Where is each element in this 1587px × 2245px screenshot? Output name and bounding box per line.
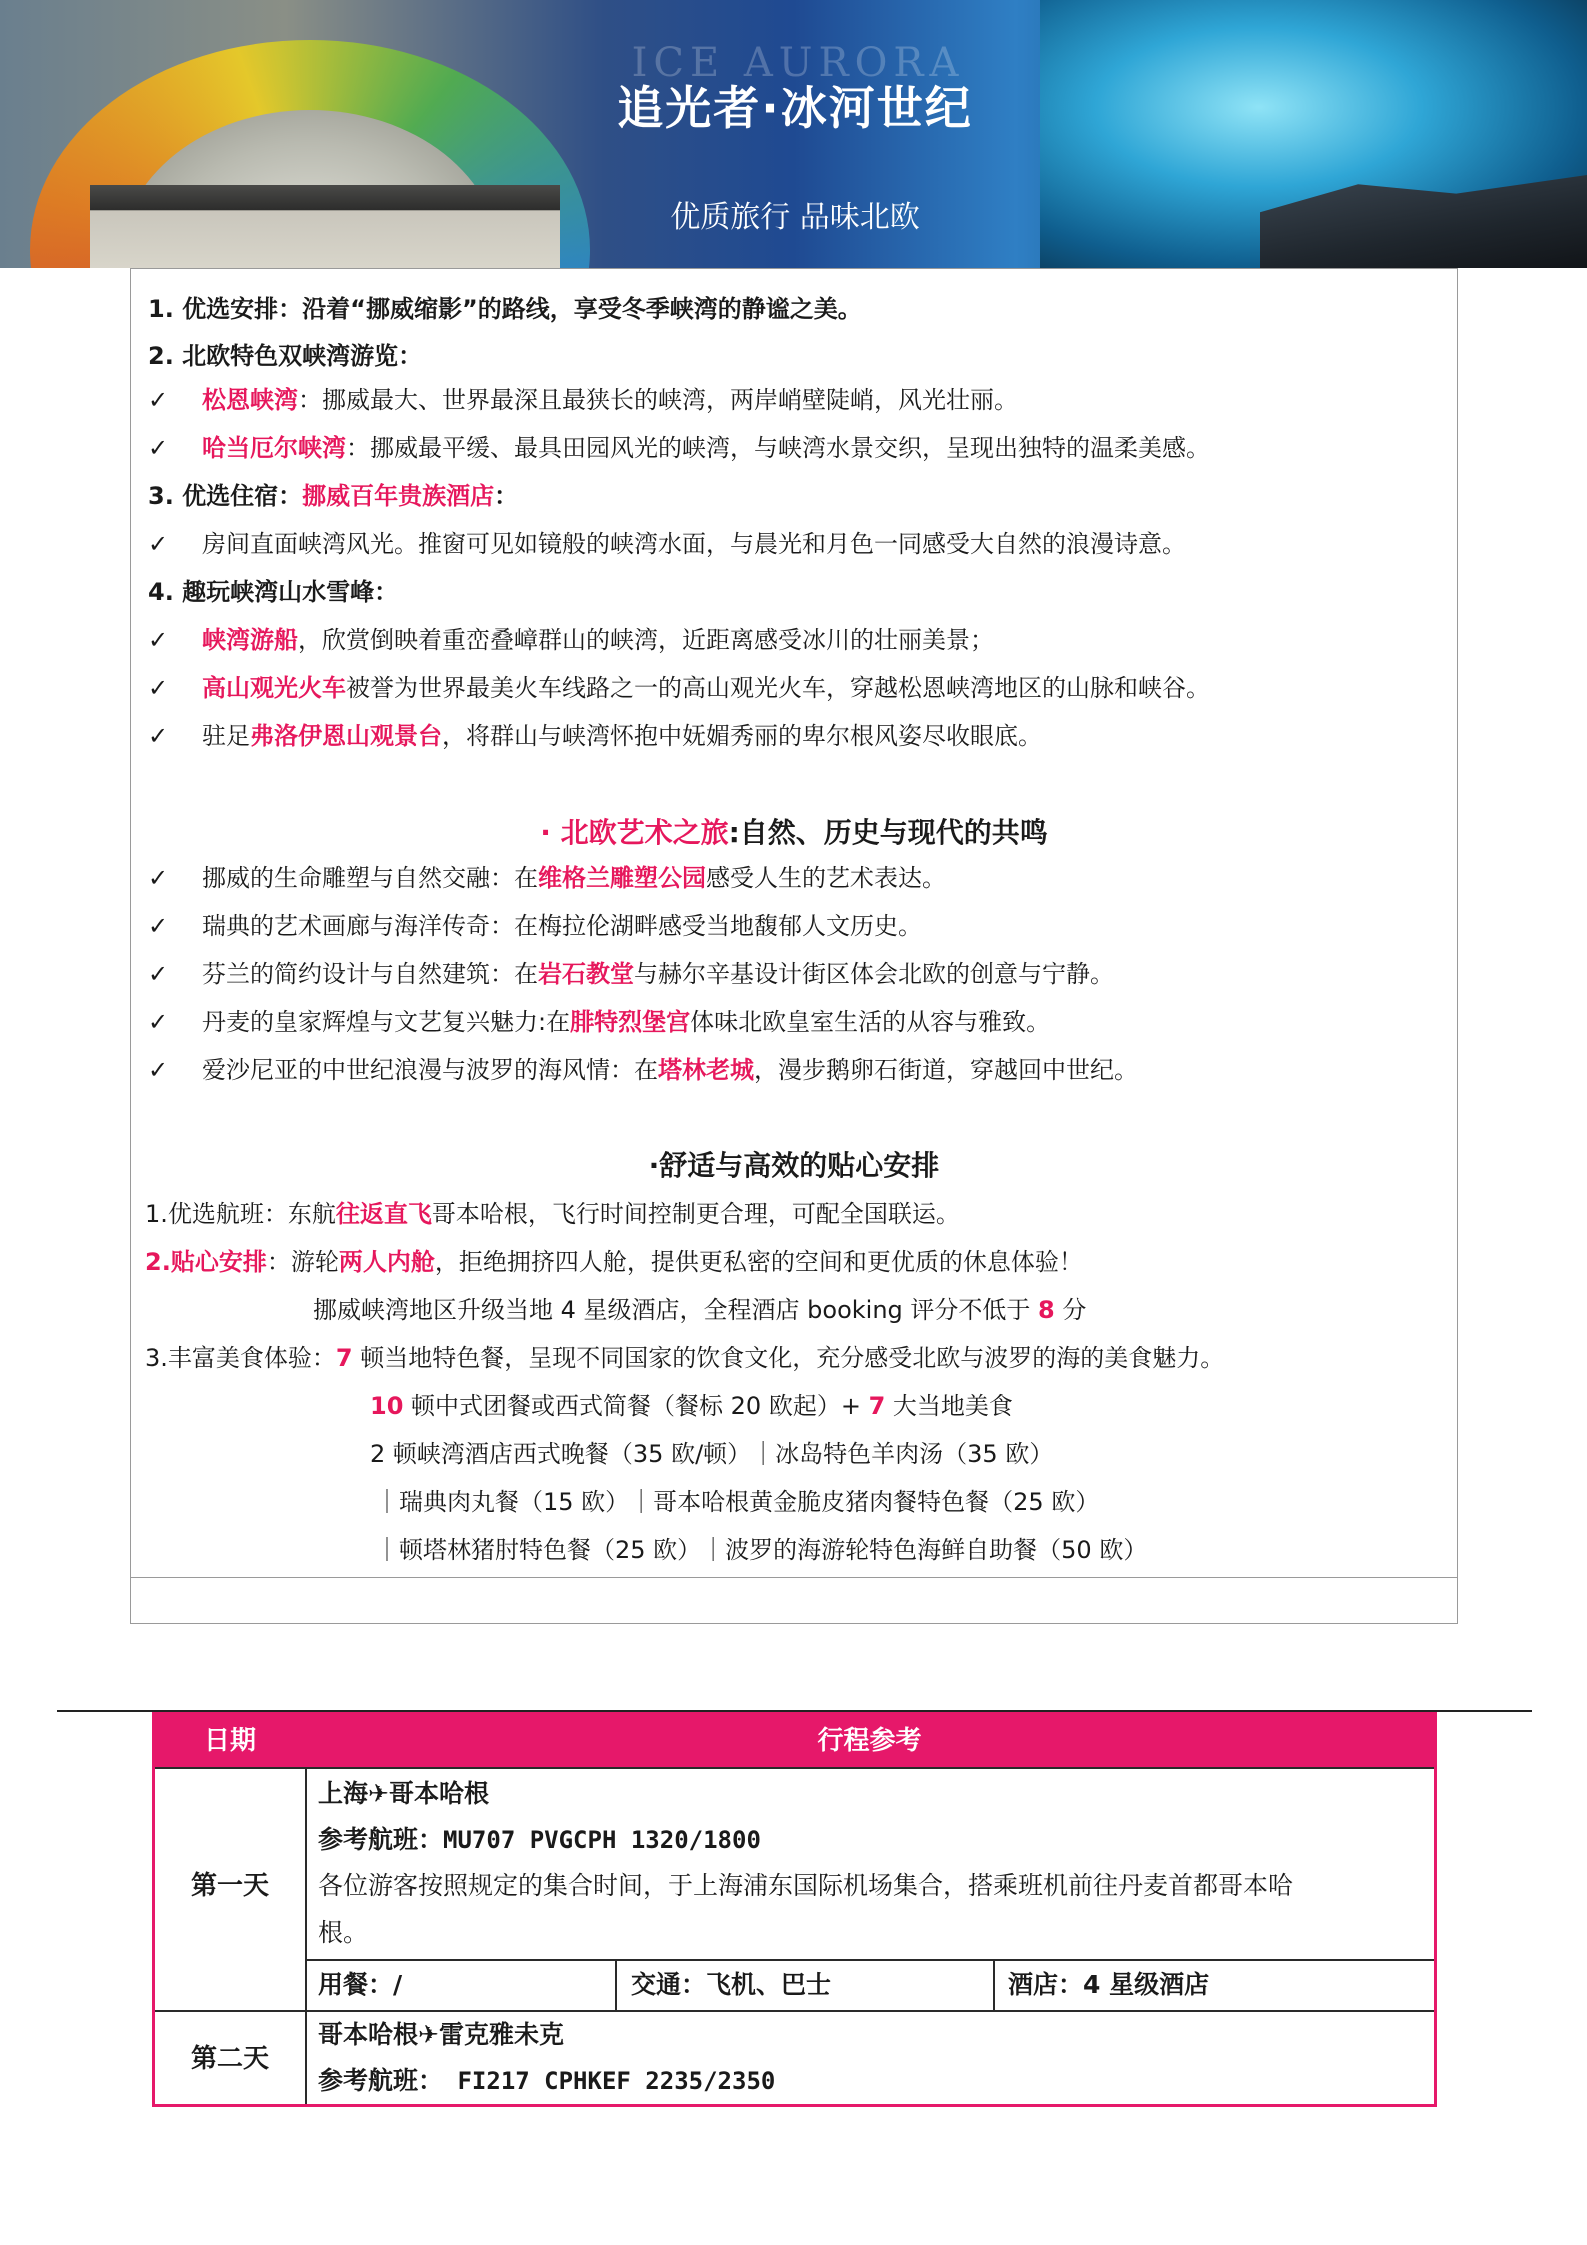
highlight-line-8: ✓ 峡湾游船，欣赏倒映着重峦叠嶂群山的峡湾，近距离感受冰川的壮丽美景； xyxy=(148,626,994,654)
check-icon: ✓ xyxy=(148,1056,169,1084)
col-header-itinerary: 行程参考 xyxy=(305,1715,1434,1767)
comfort-line-6: 2 顿峡湾酒店西式晚餐（35 欧/顿）｜冰岛特色羊肉汤（35 欧） xyxy=(370,1440,1054,1468)
check-icon: ✓ xyxy=(148,434,169,462)
check-icon: ✓ xyxy=(148,674,169,702)
art-line-3: ✓ 芬兰的简约设计与自然建筑：在岩石教堂与赫尔辛基设计街区体会北欧的创意与宁静。 xyxy=(148,960,1114,988)
highlight-line-7: 4. 趣玩峡湾山水雪峰： xyxy=(148,578,399,606)
day-1-route: 上海✈哥本哈根 xyxy=(318,1779,489,1808)
highlight-keyword: 维格兰雕塑公园 xyxy=(538,864,706,892)
grid-line xyxy=(615,1959,617,2010)
grid-line xyxy=(155,2010,1434,2012)
highlight-keyword: 挪威百年贵族酒店 xyxy=(302,482,495,510)
header-banner xyxy=(0,0,1587,268)
day-1-description-cont: 根。 xyxy=(318,1918,369,1947)
comfort-line-3: 挪威峡湾地区升级当地 4 星级酒店，全程酒店 booking 评分不低于 8 分 xyxy=(313,1296,1087,1324)
day-1-transport: 交通：飞机、巴士 xyxy=(631,1970,832,1999)
grid-line xyxy=(155,1767,1434,1769)
station-platform-image xyxy=(90,185,560,268)
banner-subtitle: 优质旅行 品味北欧 xyxy=(670,200,920,235)
highlight-line-1: 1. 优选安排：沿着“挪威缩影”的路线，享受冬季峡湾的静谧之美。 xyxy=(148,295,862,323)
grid-line xyxy=(305,1959,1434,1961)
art-line-4: ✓ 丹麦的皇家辉煌与文艺复兴魅力:在腓特烈堡宫体味北欧皇室生活的从容与雅致。 xyxy=(148,1008,1051,1036)
day-2-flight: 参考航班： FI217 CPHKEF 2235/2350 xyxy=(318,2066,776,2095)
box-divider xyxy=(131,1577,1457,1578)
banner-watermark: ICE AURORA xyxy=(631,40,965,86)
comfort-line-1: 1.优选航班：东航往返直飞哥本哈根，飞行时间控制更合理，可配全国联运。 xyxy=(145,1200,960,1228)
col-header-date: 日期 xyxy=(155,1715,305,1767)
comfort-heading: ·舒适与高效的贴心安排 xyxy=(648,1149,940,1182)
banner-title: 追光者·冰河世纪 xyxy=(617,81,973,135)
itinerary-table xyxy=(152,1712,1437,2107)
day-2-route: 哥本哈根✈雷克雅未克 xyxy=(318,2020,564,2049)
highlight-keyword: 峡湾游船 xyxy=(202,626,298,654)
highlight-line-2: 2. 北欧特色双峡湾游览： xyxy=(148,342,423,370)
art-line-1: ✓ 挪威的生命雕塑与自然交融：在维格兰雕塑公园感受人生的艺术表达。 xyxy=(148,864,946,892)
highlight-keyword: 弗洛伊恩山观景台 xyxy=(250,722,442,750)
day-2-label: 第二天 xyxy=(190,2044,269,2074)
check-icon: ✓ xyxy=(148,1008,169,1036)
highlight-line-9: ✓ 高山观光火车被誉为世界最美火车线路之一的高山观光火车，穿越松恩峡湾地区的山脉和峡谷。 xyxy=(148,674,1210,702)
art-heading: · 北欧艺术之旅:自然、历史与现代的共鸣 xyxy=(540,816,1048,849)
highlight-keyword: 哈当厄尔峡湾 xyxy=(202,434,346,462)
day-1-hotel: 酒店：4 星级酒店 xyxy=(1008,1970,1210,1999)
grid-line xyxy=(993,1959,995,2010)
comfort-line-2: 2.贴心安排：游轮两人内舱，拒绝拥挤四人舱，提供更私密的空间和更优质的休息体验！ xyxy=(145,1248,1083,1276)
highlight-keyword: 松恩峡湾 xyxy=(202,386,298,414)
check-icon: ✓ xyxy=(148,386,169,414)
day-1-meal: 用餐：/ xyxy=(318,1970,403,1999)
check-icon: ✓ xyxy=(148,530,169,558)
highlight-line-4: ✓ 哈当厄尔峡湾：挪威最平缓、最具田园风光的峡湾，与峡湾水景交织，呈现出独特的温柔美感。 xyxy=(148,434,1210,462)
comfort-line-5: 10 顿中式团餐或西式简餐（餐标 20 欧起）+ 7 大当地美食 xyxy=(370,1392,1013,1420)
highlight-keyword: 岩石教堂 xyxy=(538,960,634,988)
check-icon: ✓ xyxy=(148,864,169,892)
day-1-flight: 参考航班：MU707 PVGCPH 1320/1800 xyxy=(318,1825,761,1854)
comfort-line-7: ｜瑞典肉丸餐（15 欧）｜哥本哈根黄金脆皮猪肉餐特色餐（25 欧） xyxy=(375,1488,1100,1516)
highlight-keyword: 腓特烈堡宫 xyxy=(570,1008,691,1036)
comfort-line-4: 3.丰富美食体验：7 顿当地特色餐，呈现不同国家的饮食文化，充分感受北欧与波罗的海的美食魅力。 xyxy=(145,1344,1225,1372)
check-icon: ✓ xyxy=(148,960,169,988)
highlight-keyword: 塔林老城 xyxy=(658,1056,754,1084)
check-icon: ✓ xyxy=(148,626,169,654)
comfort-line-8: ｜顿塔林猪肘特色餐（25 欧）｜波罗的海游轮特色海鲜自助餐（50 欧） xyxy=(375,1536,1148,1564)
highlight-line-6: ✓ 房间直面峡湾风光。推窗可见如镜般的峡湾水面，与晨光和月色一同感受大自然的浪漫诗意。 xyxy=(148,530,1186,558)
grid-line xyxy=(305,1767,307,2104)
art-line-2: ✓ 瑞典的艺术画廊与海洋传奇：在梅拉伦湖畔感受当地馥郁人文历史。 xyxy=(148,912,922,940)
highlight-keyword: 高山观光火车 xyxy=(202,674,346,702)
highlight-line-3: ✓ 松恩峡湾：挪威最大、世界最深且最狭长的峡湾，两岸峭壁陡峭，风光壮丽。 xyxy=(148,386,1018,414)
highlight-line-10: ✓ 驻足弗洛伊恩山观景台，将群山与峡湾怀抱中妩媚秀丽的卑尔根风姿尽收眼底。 xyxy=(148,722,1042,750)
check-icon: ✓ xyxy=(148,722,169,750)
art-line-5: ✓ 爱沙尼亚的中世纪浪漫与波罗的海风情：在塔林老城，漫步鹅卵石街道，穿越回中世纪。 xyxy=(148,1056,1138,1084)
day-1-label: 第一天 xyxy=(190,1871,269,1901)
day-1-description: 各位游客按照规定的集合时间，于上海浦东国际机场集合，搭乘班机前往丹麦首都哥本哈 xyxy=(318,1871,1294,1900)
check-icon: ✓ xyxy=(148,912,169,940)
highlight-line-5: 3. 优选住宿：挪威百年贵族酒店： xyxy=(148,482,519,510)
